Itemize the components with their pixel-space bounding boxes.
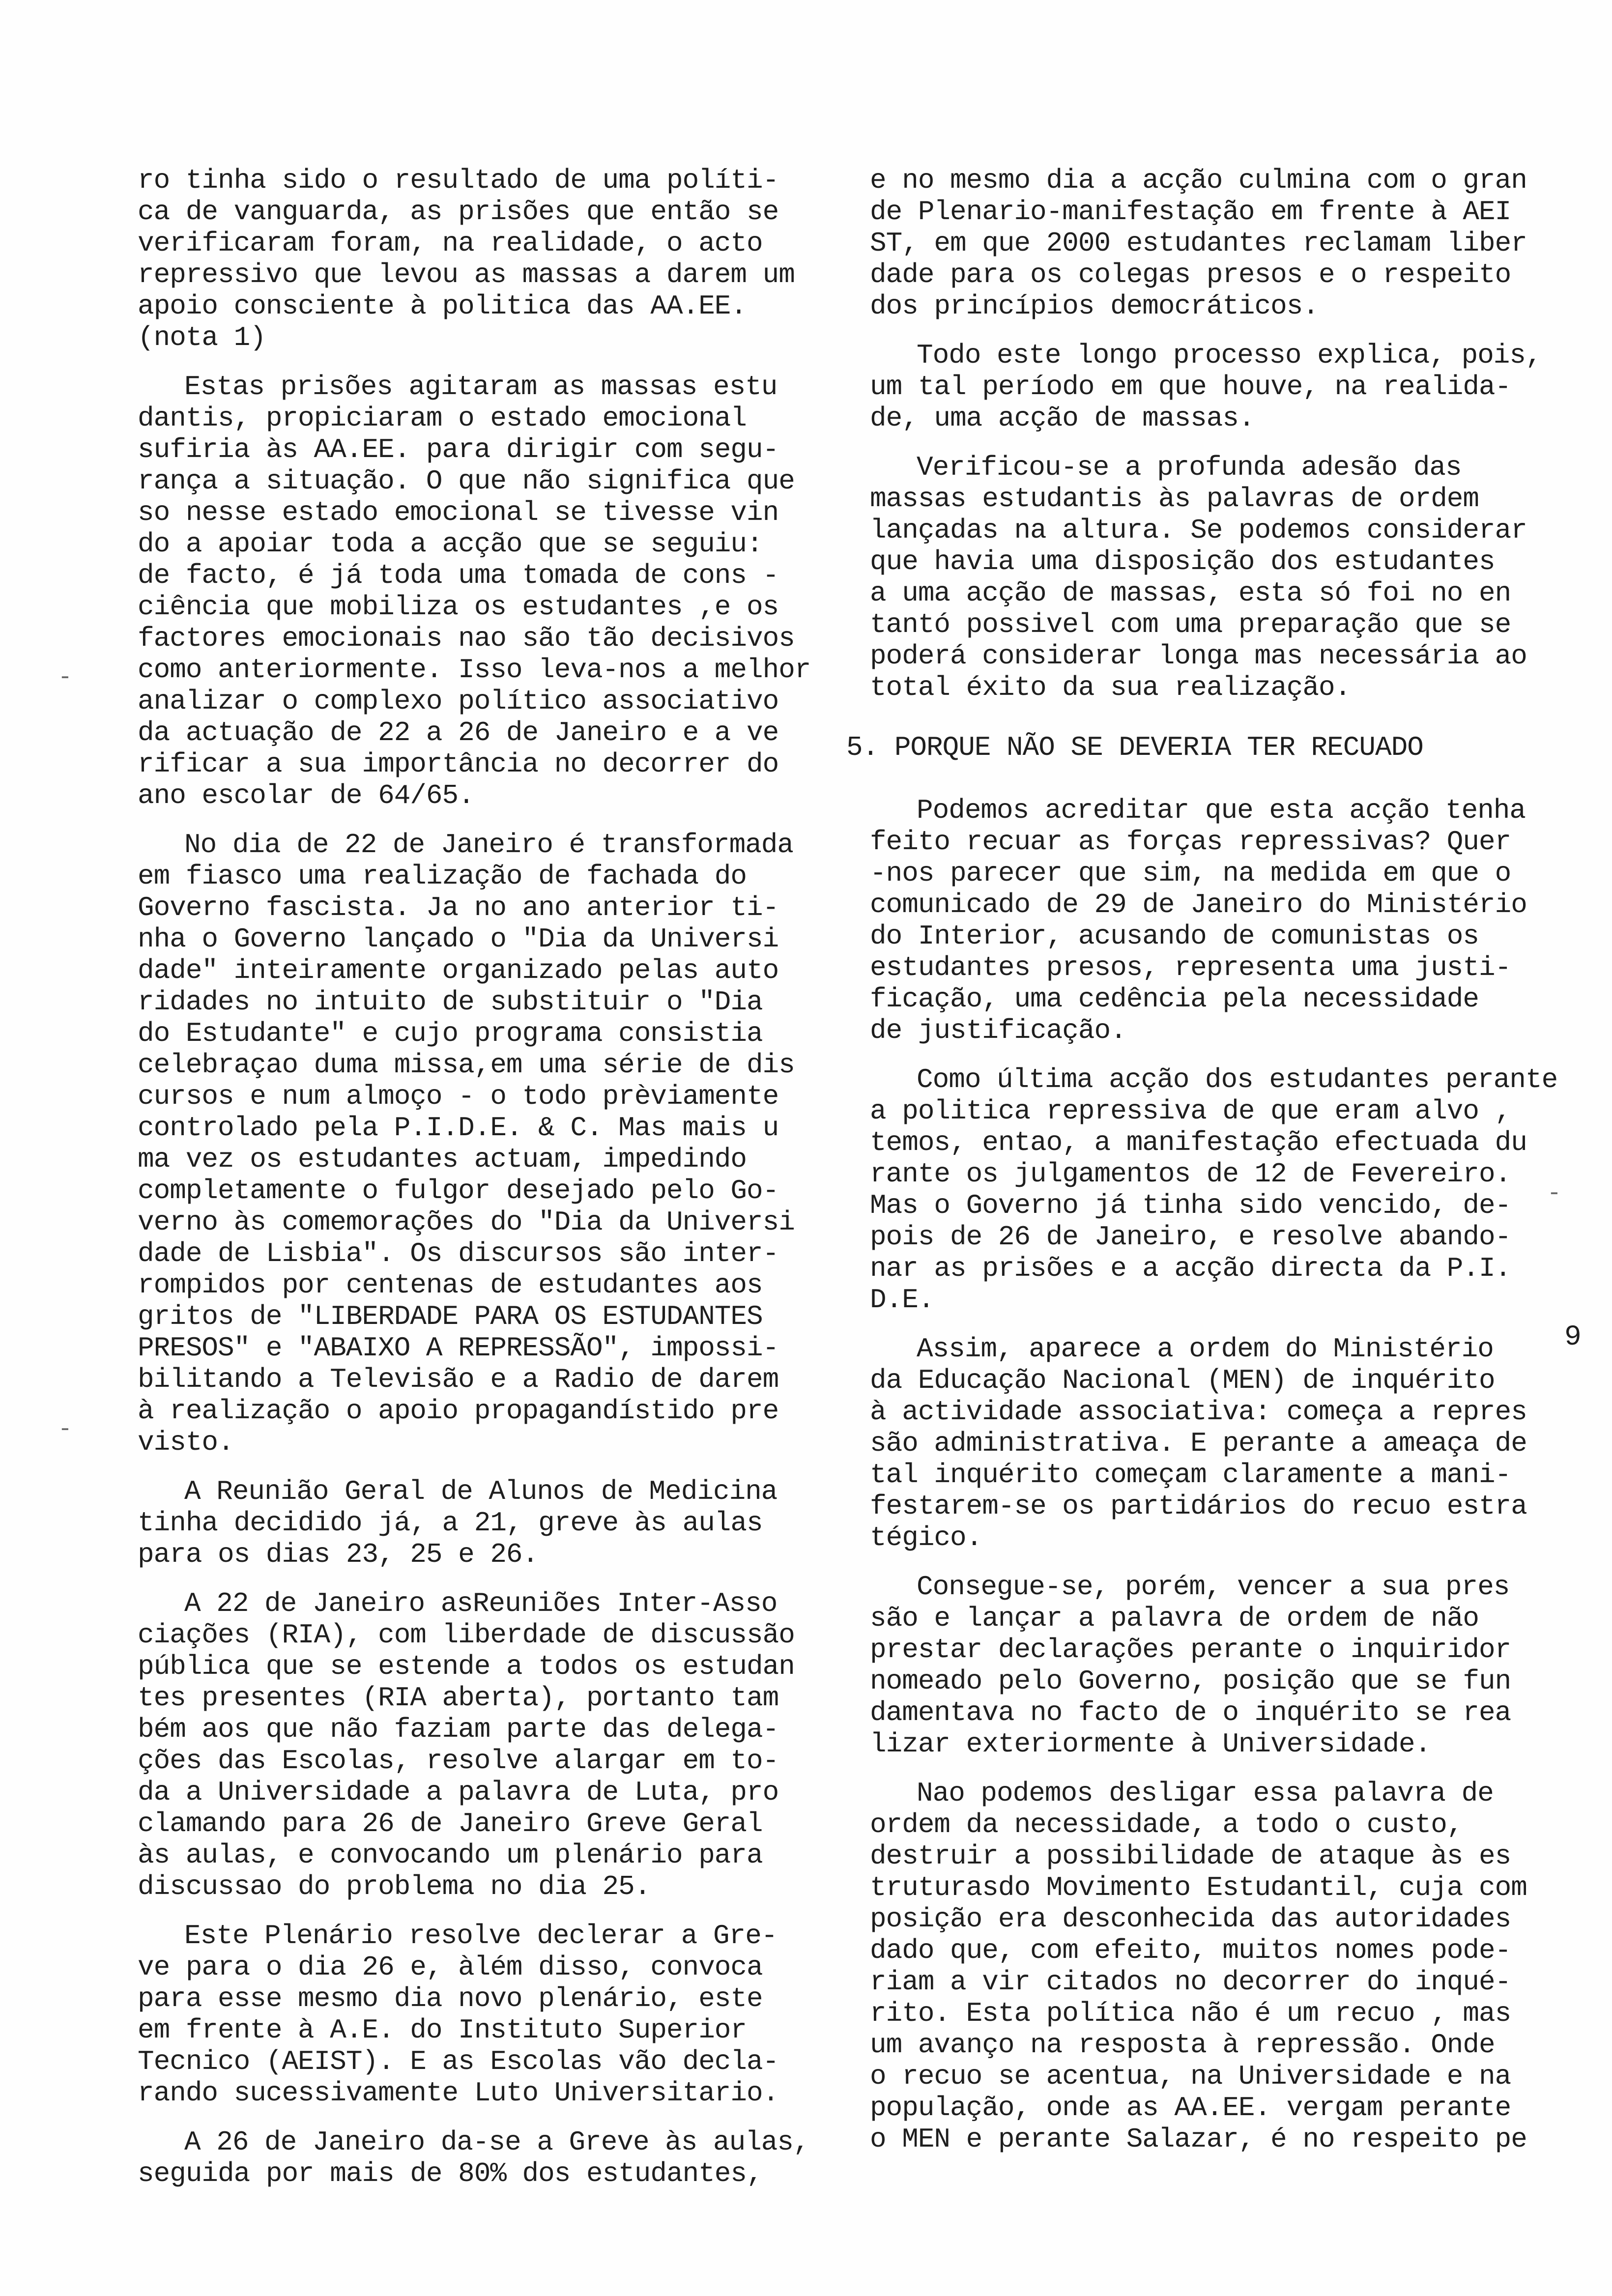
text-line: a uma acção de massas, esta só foi no en [870, 577, 1511, 609]
paragraph [138, 1588, 811, 1902]
text-line: do Interior, acusando de comunistas os [870, 920, 1479, 952]
text-line: clamando para 26 de Janeiro Greve Geral [138, 1808, 763, 1839]
text-line: rificar a sua importância no decorrer do [138, 748, 779, 780]
text-line: um avanço na resposta à repressão. Onde [870, 2029, 1495, 2061]
text-line: ordem da necessidade, a todo o custo, [870, 1809, 1463, 1840]
text-line: de, uma acção de massas. [870, 402, 1255, 434]
text-line: ma vez os estudantes actuam, impedindo [138, 1144, 747, 1175]
text-line: A Reunião Geral de Alunos de Medicina [184, 1476, 777, 1507]
paragraph [870, 1333, 1528, 1553]
paragraph [870, 340, 1542, 434]
text-line: tantó possivel com uma preparação que se [870, 609, 1511, 640]
text-line: destruir a possibilidade de ataque às es [870, 1840, 1511, 1872]
text-line: controlado pela P.I.D.E. & C. Mas mais u [138, 1112, 779, 1144]
margin-dash-mark: - [58, 664, 72, 691]
text-line: tégico. [870, 1522, 982, 1553]
text-line: prestar declarações perante o inquiridor [870, 1634, 1511, 1665]
text-line: apoio consciente à politica das AA.EE. [138, 290, 747, 322]
text-line: truturasdo Movimento Estudantil, cuja com [870, 1872, 1527, 1903]
text-line: -nos parecer que sim, na medida em que o [870, 858, 1511, 889]
text-line: repressivo que levou as massas a darem um [138, 259, 795, 290]
text-line: ro tinha sido o resultado de uma políti- [138, 165, 779, 196]
text-line: Mas o Governo já tinha sido vencido, de- [870, 1190, 1511, 1221]
text-line: lançadas na altura. Se podemos considerar [870, 515, 1527, 546]
text-line: de facto, é já toda uma tomada de cons - [138, 560, 779, 591]
paragraph [138, 1920, 811, 2109]
text-line: feito recuar as forças repressivas? Quer [870, 826, 1511, 858]
text-line: ca de vanguarda, as prisões que então se [138, 196, 779, 228]
text-line: que havia uma disposição dos estudantes [870, 546, 1495, 577]
paragraph [870, 165, 1528, 322]
text-line: massas estudantis às palavras de ordem [870, 483, 1479, 515]
text-line: Governo fascista. Ja no ano anterior ti- [138, 892, 779, 923]
text-line: ano escolar de 64/65. [138, 780, 474, 811]
text-line: dade" inteiramente organizado pelas auto [138, 955, 779, 986]
text-line: em frente à A.E. do Instituto Superior [138, 2014, 747, 2046]
margin-dash-mark: - [1547, 1180, 1561, 1207]
paragraph [870, 1064, 1558, 1316]
text-line: verno às comemorações do "Dia da Universi [138, 1206, 795, 1238]
paragraph [870, 795, 1528, 1046]
text-line: ções das Escolas, resolve alargar em to- [138, 1745, 779, 1777]
text-line: dado que, com efeito, muitos nomes pode- [870, 1935, 1511, 1966]
left-column [138, 165, 811, 2189]
text-line: pois de 26 de Janeiro, e resolve abando- [870, 1221, 1511, 1253]
text-line: Podemos acreditar que esta acção tenha [917, 795, 1526, 826]
text-line: visto. [138, 1427, 234, 1458]
text-line: Assim, aparece a ordem do Ministério [917, 1333, 1494, 1365]
text-line: ridades no intuito de substituir o "Dia [138, 986, 763, 1018]
text-line: pública que se estende a todos os estudan [138, 1651, 795, 1682]
text-line: rompidos por centenas de estudantes aos [138, 1269, 763, 1301]
text-line: às aulas, e convocando um plenário para [138, 1839, 763, 1871]
paragraph [138, 371, 811, 811]
text-line: PRESOS" e "ABAIXO A REPRESSÃO", impossi- [138, 1332, 779, 1364]
section-heading: 5. PORQUE NÃO SE DEVERIA TER RECUADO [846, 732, 1423, 763]
paragraph [870, 1571, 1528, 1760]
text-line: ST, em que 2000 estudantes reclamam liber [870, 228, 1527, 259]
text-line: a politica repressiva de que eram alvo , [870, 1095, 1511, 1127]
text-line: de Plenario-manifestação em frente à AEI [870, 196, 1511, 228]
text-line: posição era desconhecida das autoridades [870, 1903, 1511, 1935]
text-line: um tal período em que houve, na realida- [870, 371, 1511, 402]
text-line: e no mesmo dia a acção culmina com o gran [870, 165, 1527, 196]
text-line: discussao do problema no dia 25. [138, 1871, 651, 1902]
text-line: Nao podemos desligar essa palavra de [917, 1778, 1494, 1809]
text-line: analizar o complexo político associativo [138, 686, 779, 717]
text-line: são e lançar a palavra de ordem de não [870, 1603, 1479, 1634]
paragraph [870, 452, 1528, 703]
text-line: bém aos que não faziam parte das delega- [138, 1714, 779, 1745]
text-line: seguida por mais de 80% dos estudantes, [138, 2158, 763, 2189]
text-line: sufiria às AA.EE. para dirigir com segu- [138, 434, 779, 465]
text-line: ficação, uma cedência pela necessidade [870, 983, 1479, 1015]
text-line: do a apoiar toda a acção que se seguiu: [138, 528, 763, 560]
text-line: so nesse estado emocional se tivesse vin [138, 497, 779, 528]
text-line: nomeado pelo Governo, posição que se fun [870, 1665, 1511, 1697]
text-line: à realização o apoio propagandístido pre [138, 1395, 779, 1427]
text-line: da a Universidade a palavra de Luta, pro [138, 1777, 779, 1808]
text-line: rante os julgamentos de 12 de Fevereiro. [870, 1158, 1511, 1190]
paragraph [138, 165, 811, 353]
text-line: nha o Governo lançado o "Dia da Universi [138, 923, 779, 955]
text-line: temos, entao, a manifestação efectuada du [870, 1127, 1527, 1158]
text-line: lizar exteriormente à Universidade. [870, 1728, 1431, 1760]
text-line: o MEN e perante Salazar, é no respeito pe [870, 2124, 1527, 2155]
text-line: Tecnico (AEIST). E as Escolas vão decla- [138, 2046, 779, 2077]
margin-dash-mark: - [58, 1416, 72, 1443]
text-line: como anteriormente. Isso leva-nos a melhor [138, 654, 811, 686]
text-line: gritos de "LIBERDADE PARA OS ESTUDANTES [138, 1301, 763, 1332]
text-line: tes presentes (RIA aberta), portanto tam [138, 1682, 779, 1714]
paragraph [138, 1476, 811, 1570]
page-number: 9 [1564, 1321, 1582, 1353]
text-line: de justificação. [870, 1015, 1126, 1046]
text-line: ve para o dia 26 e, àlém disso, convoca [138, 1952, 763, 1983]
text-line: Como última acção dos estudantes perante [917, 1064, 1558, 1095]
text-line: verificaram foram, na realidade, o acto [138, 228, 763, 259]
text-line: dantis, propiciaram o estado emocional [138, 402, 747, 434]
text-line: poderá considerar longa mas necessária ao [870, 640, 1527, 672]
text-line: Todo este longo processo explica, pois, [917, 340, 1542, 371]
text-line: ciência que mobiliza os estudantes ,e os [138, 591, 779, 623]
text-line: completamente o fulgor desejado pelo Go- [138, 1175, 779, 1206]
paragraph [870, 1778, 1528, 2155]
text-line: são administrativa. E perante a ameaça de [870, 1428, 1527, 1459]
text-line: em fiasco uma realização de fachada do [138, 861, 747, 892]
text-line: (nota 1) [138, 322, 266, 353]
text-line: para esse mesmo dia novo plenário, este [138, 1983, 763, 2014]
text-line: total éxito da sua realização. [870, 672, 1351, 703]
text-line: dade para os colegas presos e o respeito [870, 259, 1511, 290]
text-line: celebraçao duma missa,em uma série de dis [138, 1049, 795, 1081]
text-line: factores emocionais nao são tão decisivos [138, 623, 795, 654]
text-line: à actividade associativa: começa a repres [870, 1396, 1527, 1428]
text-line: No dia de 22 de Janeiro é transformada [184, 829, 794, 861]
text-line: D.E. [870, 1284, 934, 1316]
text-line: estudantes presos, representa uma justi- [870, 952, 1511, 983]
text-line: dade de Lisbia". Os discursos são inter- [138, 1238, 779, 1269]
text-line: rança a situação. O que não significa que [138, 465, 795, 497]
text-line: da actuação de 22 a 26 de Janeiro e a ve [138, 717, 779, 748]
text-line: Estas prisões agitaram as massas estu [184, 371, 777, 402]
text-line: nar as prisões e a acção directa da P.I. [870, 1253, 1511, 1284]
right-column [846, 165, 1558, 2155]
text-line: o recuo se acentua, na Universidade e na [870, 2061, 1511, 2092]
text-line: população, onde as AA.EE. vergam perante [870, 2092, 1511, 2124]
text-line: rito. Esta política não é um recuo , mas [870, 1998, 1511, 2029]
paragraph [138, 2126, 811, 2189]
text-line: A 22 de Janeiro asReuniões Inter-Asso [184, 1588, 777, 1619]
text-line: ciações (RIA), com liberdade de discussão [138, 1619, 795, 1651]
text-line: A 26 de Janeiro da-se a Greve às aulas, [184, 2126, 809, 2158]
text-line: da Educação Nacional (MEN) de inquérito [870, 1365, 1495, 1396]
text-line: dos princípios democráticos. [870, 290, 1319, 322]
text-line: festarem-se os partidários do recuo estra [870, 1491, 1527, 1522]
text-line: riam a vir citados no decorrer do inqué- [870, 1966, 1511, 1998]
text-line: tal inquérito começam claramente a mani- [870, 1459, 1511, 1491]
text-line: Este Plenário resolve declerar a Gre- [184, 1920, 777, 1952]
text-line: bilitando a Televisão e a Radio de darem [138, 1364, 779, 1395]
text-line: tinha decidido já, a 21, greve às aulas [138, 1507, 763, 1539]
text-line: rando sucessivamente Luto Universitario. [138, 2077, 779, 2109]
text-line: damentava no facto de o inquérito se rea [870, 1697, 1511, 1728]
text-line: para os dias 23, 25 e 26. [138, 1539, 539, 1570]
text-line: cursos e num almoço - o todo prèviamente [138, 1081, 779, 1112]
text-line: Verificou-se a profunda adesão das [917, 452, 1462, 483]
paragraph [138, 829, 811, 1458]
text-line: Consegue-se, porém, vencer a sua pres [917, 1571, 1510, 1603]
text-line: comunicado de 29 de Janeiro do Ministério [870, 889, 1527, 920]
text-line: do Estudante" e cujo programa consistia [138, 1018, 763, 1049]
